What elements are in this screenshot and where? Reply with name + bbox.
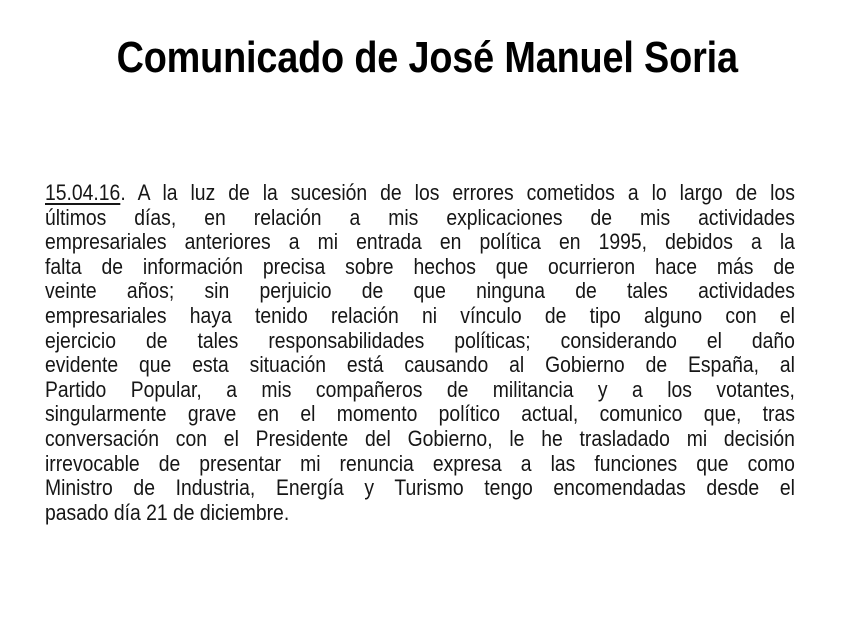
statement-text: Ministro de Industria, Energía y Turismo tengo encomendadas desde el xyxy=(45,475,795,501)
statement-text: . A la luz de la sucesión de los errores cometidos a lo largo de los xyxy=(120,180,795,205)
statement-text: irrevocable de presentar mi renuncia expresa a las funciones que como xyxy=(45,450,795,476)
statement-body xyxy=(45,181,795,525)
statement-line xyxy=(45,378,795,403)
statement-line xyxy=(45,402,795,427)
statement-line xyxy=(45,255,795,280)
statement-date: 15.04.16 xyxy=(45,180,121,205)
statement-line xyxy=(45,353,795,378)
statement-line xyxy=(45,329,795,354)
statement-line xyxy=(45,279,795,304)
statement-line xyxy=(45,304,795,329)
statement-text: evidente que esta situación está causando al Gobierno de España, al xyxy=(45,352,795,378)
document-title: Comunicado de José Manuel Soria xyxy=(116,33,738,82)
statement-text: Partido Popular, a mis compañeros de militancia y a los votantes, xyxy=(45,376,795,402)
statement-text: pasado día 21 de diciembre. xyxy=(45,499,290,525)
statement-text: últimos días, en relación a mis explicaciones de mis actividades xyxy=(45,204,795,230)
statement-text: falta de información precisa sobre hechos que ocurrieron hace más de xyxy=(45,253,795,279)
statement-line-last xyxy=(45,501,795,526)
statement-line xyxy=(45,452,795,477)
statement-line xyxy=(45,427,795,452)
statement-line xyxy=(45,181,795,206)
statement-line xyxy=(45,476,795,501)
statement-text: singularmente grave en el momento político actual, comunico que, tras xyxy=(45,401,795,427)
statement-line xyxy=(45,230,795,255)
statement-text: ejercicio de tales responsabilidades políticas; considerando el daño xyxy=(45,327,795,353)
statement-text: empresariales anteriores a mi entrada en política en 1995, debidos a la xyxy=(45,229,795,255)
statement-line xyxy=(45,206,795,231)
title-container xyxy=(0,28,854,88)
statement-text: empresariales haya tenido relación ni vínculo de tipo alguno con el xyxy=(45,302,795,328)
statement-text: veinte años; sin perjuicio de que ninguna de tales actividades xyxy=(45,278,795,304)
statement-text: conversación con el Presidente del Gobierno, le he trasladado mi decisión xyxy=(45,425,795,451)
